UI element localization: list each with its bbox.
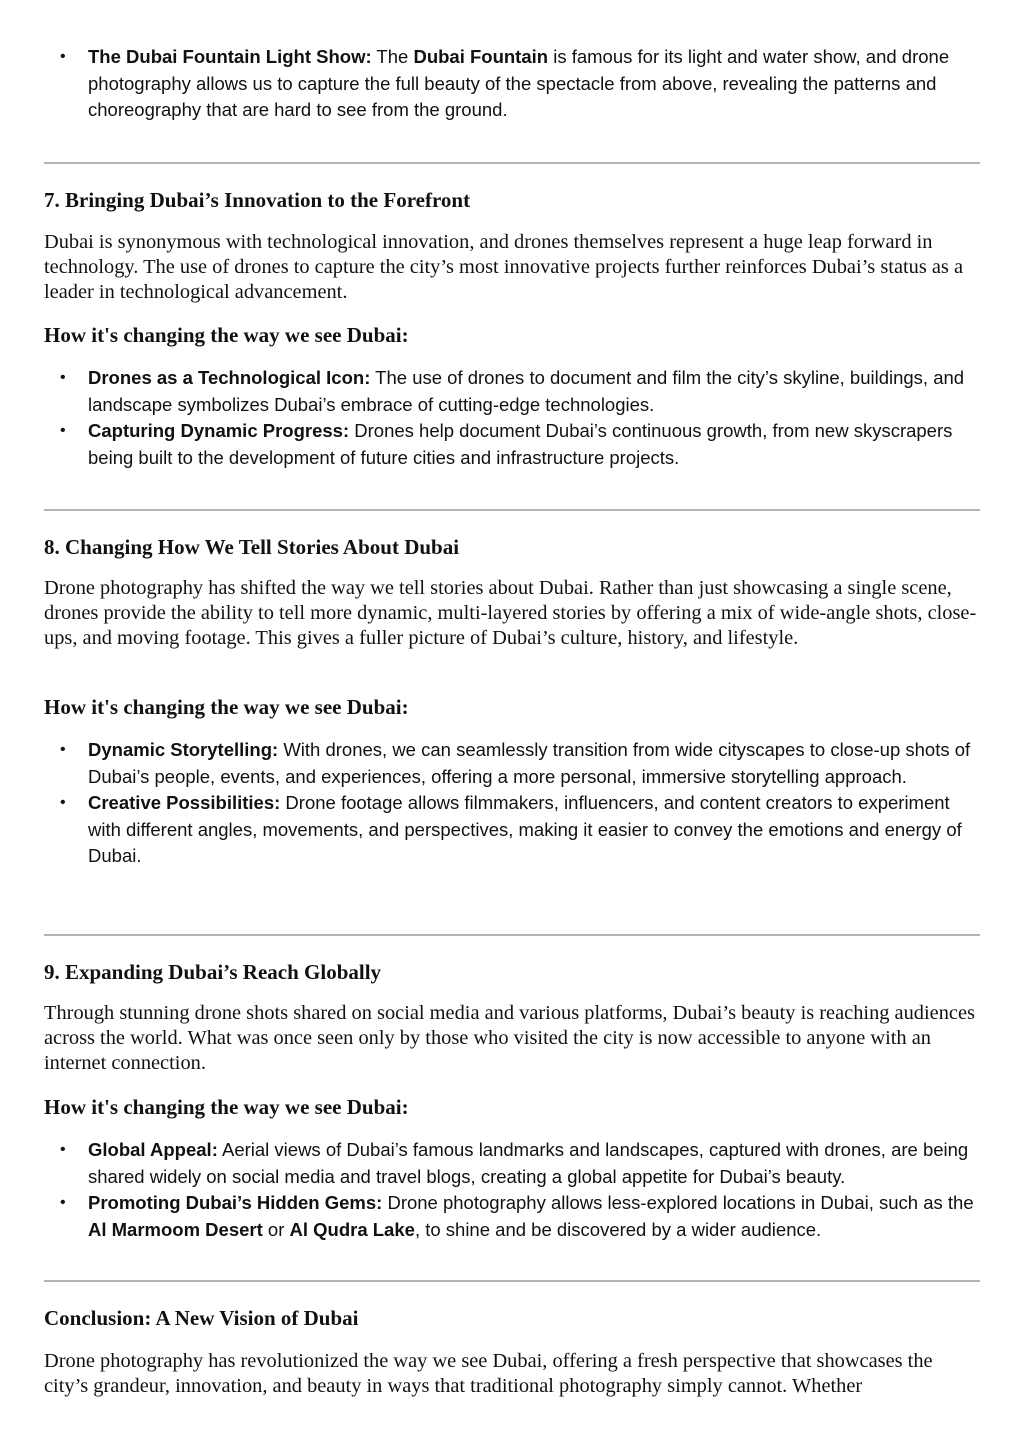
- section-divider: [44, 162, 980, 164]
- section-subheading: How it's changing the way we see Dubai:: [44, 1095, 409, 1119]
- section-subheading: How it's changing the way we see Dubai:: [44, 323, 409, 347]
- fountain-bullet-list: [44, 44, 980, 124]
- place-name: Al Qudra Lake: [289, 1218, 415, 1240]
- bullet-label: Global Appeal:: [88, 1139, 218, 1160]
- section-paragraph: Through stunning drone shots shared on social media and various platforms, Dubai’s beauty is reaching audiences across the world. What was once seen only by those who visited the city is now accessible to anyone with an internet connection.: [44, 1002, 975, 1075]
- section-heading: 7. Bringing Dubai’s Innovation to the Forefront: [44, 188, 471, 212]
- section-divider: [44, 509, 980, 511]
- list-item: • Drones as a Technological Icon: The use of drones to document and film the city’s skyline, buildings, and landscape symbolizes Dubai’s embrace of cutting-edge technologies.: [60, 367, 965, 415]
- list-item: • Capturing Dynamic Progress: Drones help document Dubai’s continuous growth, from new skyscrapers being built to the development of future cities and infrastructure projects.: [60, 420, 953, 468]
- section-heading: 9. Expanding Dubai’s Reach Globally: [44, 960, 382, 984]
- place-name: Al Marmoom Desert: [88, 1218, 263, 1240]
- list-item: • Global Appeal: Aerial views of Dubai’s famous landmarks and landscapes, captured with drones, are being shared widely on social media and travel blogs, creating a global appetite for Dubai’s beauty.: [60, 1139, 969, 1187]
- section-paragraph: Dubai is synonymous with technological innovation, and drones themselves represent a huge leap forward in technology. The use of drones to capture the city’s most innovative projects further reinforces Dubai’s status as a leader in technological advancement.: [44, 231, 964, 304]
- list-item: • Dynamic Storytelling: With drones, we can seamlessly transition from wide cityscapes to close-up shots of Dubai’s people, events, and experiences, offering a more personal, immersive storytelling approach.: [60, 739, 971, 787]
- section-paragraph: Drone photography has shifted the way we tell stories about Dubai. Rather than just showcasing a single scene, drones provide the ability to tell more dynamic, multi-layered stories by offering a mix of wide-angle shots, close-ups, and moving footage. This gives a fuller picture of Dubai’s culture, history, and lifestyle.: [44, 577, 977, 650]
- bullet-label: Promoting Dubai’s Hidden Gems:: [88, 1192, 383, 1214]
- section-bullet-list: [44, 365, 980, 471]
- bullet-label: Creative Possibilities:: [88, 792, 281, 814]
- section-bullet-list: [44, 737, 980, 870]
- section-subheading: How it's changing the way we see Dubai:: [44, 695, 409, 719]
- list-item: • Promoting Dubai’s Hidden Gems: Drone photography allows less-explored locations in Dubai, such as the Al Marmoom Desert or Al Qudra Lake, to shine and be discovered by a wider audience.: [60, 1192, 974, 1240]
- section-bullet-list: [44, 1137, 980, 1243]
- bullet-dot: •: [60, 48, 66, 65]
- conclusion-heading: Conclusion: A New Vision of Dubai: [44, 1306, 359, 1330]
- bullet-label: Capturing Dynamic Progress:: [88, 420, 350, 442]
- section-divider: [44, 1280, 980, 1282]
- list-item: • The Dubai Fountain Light Show: The Dubai Fountain is famous for its light and water show, and drone photography allows us to capture the full beauty of the spectacle from above, revealing the patterns and choreography that are hard to see from the ground.: [60, 46, 950, 121]
- bullet-label: Drones as a Technological Icon:: [88, 367, 371, 388]
- list-item: • Creative Possibilities: Drone footage allows filmmakers, influencers, and content creators to experiment with different angles, movements, and perspectives, making it easier to convey the emotions and energy of Dubai.: [60, 792, 962, 867]
- section-divider: [44, 934, 980, 936]
- section-heading: 8. Changing How We Tell Stories About Dubai: [44, 535, 460, 559]
- bullet-label: Dynamic Storytelling:: [88, 739, 279, 760]
- conclusion-paragraph: Drone photography has revolutionized the way we see Dubai, offering a fresh perspective that showcases the city’s grandeur, innovation, and beauty in ways that traditional photography simply cannot. Whether: [44, 1350, 933, 1398]
- bullet-label: The Dubai Fountain Light Show:: [88, 46, 372, 67]
